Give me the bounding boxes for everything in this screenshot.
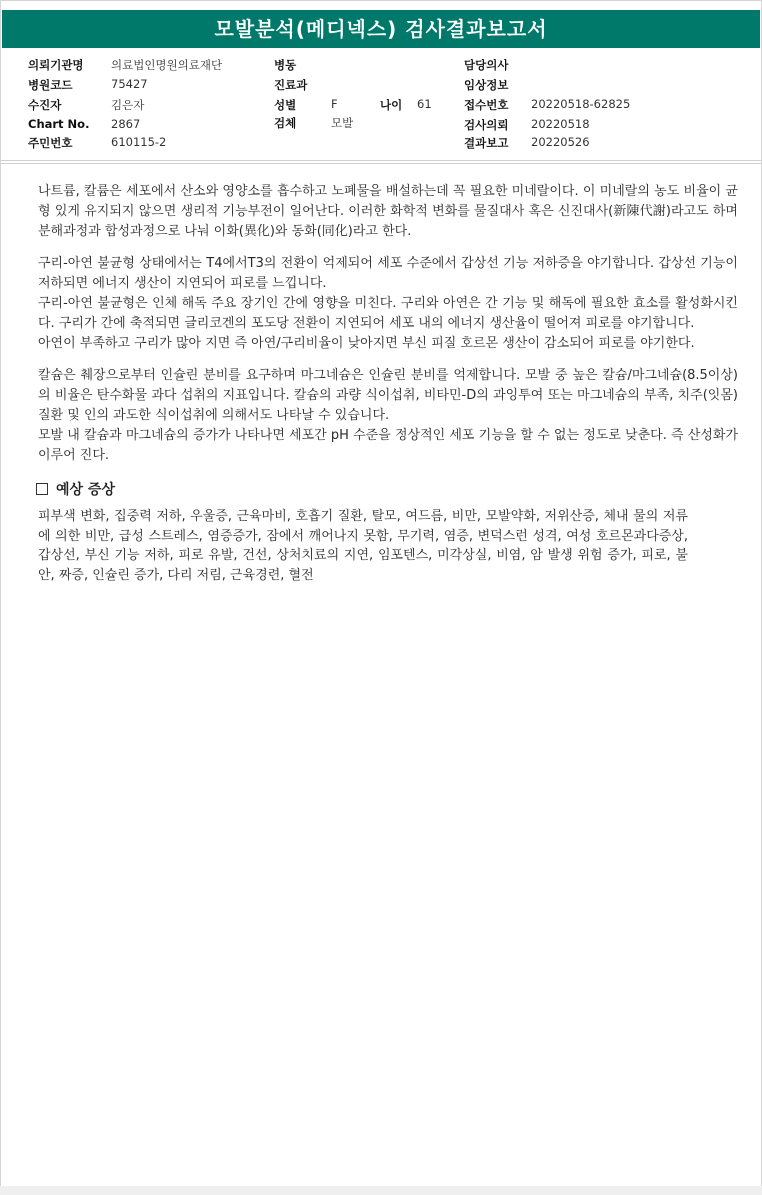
symptoms-list: 피부색 변화, 집중력 저하, 우울증, 근육마비, 호흡기 질환, 탈모, 여드름, 비만, 모발약화, 저위산증, 체내 물의 저류에 의한 비만, 급성 스트레스, 염증증가, 잠에서 깨어나지 못함, 무기력, 염증, 변덕스런 성격, 여성 호르몬과다증상, 갑상선, 부신 기능 저하, 피로 유발, 건선, 상처치료의 지연, 임포텐스, 미각상실, 비염, 암 발생 위험 증가, 피로, 불안, 짜증, 인슐린 증가, 다리 저림, 근육경련, 혈전 — [38, 509, 688, 583]
page-footer-strip — [0, 1186, 762, 1195]
paragraph-acidification: 모발 내 칼슘과 마그네슘의 증가가 나타나면 세포간 pH 수준을 정상적인 세포 기능을 할 수 없는 정도로 낮춘다. 즉 산성화가 이루어 진다. — [38, 428, 738, 463]
hospital-code-value: 75427 — [111, 77, 148, 91]
sex-label: 성별 — [274, 98, 297, 112]
clinical-info-label: 임상정보 — [464, 78, 509, 92]
institution-label: 의뢰기관명 — [28, 58, 84, 72]
paragraph-metabolism: 나트륨, 칼륨은 세포에서 산소와 영양소를 흡수하고 노폐물을 배설하는데 꼭 필요한 미네랄이다. 이 미네랄의 농도 비율이 균형 있게 유지되지 않으면 생리적 기능부전이 일어난다. 이러한 화학적 변화를 물질대사 혹은 신진대사(新陳代謝)라고도 하며 분해과정과 합성과정으로 나눠 이화(異化)와 동화(同化)라고 한다. — [38, 184, 738, 239]
ward-label: 병동 — [274, 58, 297, 72]
symptoms-heading-text: 예상 증상 — [56, 482, 115, 498]
resident-no-label: 주민번호 — [28, 136, 73, 150]
patient-value: 김은자 — [111, 98, 145, 112]
department-label: 진료과 — [274, 78, 308, 92]
result-label: 결과보고 — [464, 136, 509, 150]
report-title: 모발분석(메디넥스) 검사결과보고서 — [2, 10, 760, 48]
divider-top — [1, 160, 761, 161]
receipt-no-label: 접수번호 — [464, 98, 509, 112]
resident-no-value: 610115-2 — [111, 135, 167, 149]
request-value: 20220518 — [531, 117, 590, 131]
chart-no-value: 2867 — [111, 117, 141, 131]
paragraph-thyroid: 구리-아연 불균형 상태에서는 T4에서T3의 전환이 억제되어 세포 수준에서 갑상선 기능 저하증을 야기합니다. 갑상선 기능이 저하되면 에너지 생산이 지연되어 피로를 느낍니다. — [38, 256, 738, 291]
patient-info-block — [1, 53, 761, 157]
hospital-code-label: 병원코드 — [28, 78, 73, 92]
divider-bottom — [1, 163, 761, 164]
paragraph-adrenal: 아연이 부족하고 구리가 많아 지면 즉 아연/구리비율이 낮아지면 부신 피질 호르몬 생산이 감소되어 피로를 야기한다. — [38, 336, 695, 351]
specimen-label: 검체 — [274, 116, 297, 130]
request-label: 검사의뢰 — [464, 118, 509, 132]
age-label: 나이 — [380, 98, 403, 112]
chart-no-label: Chart No. — [28, 117, 90, 131]
age-value: 61 — [417, 97, 432, 111]
report-body — [38, 182, 738, 585]
receipt-no-value: 20220518-62825 — [531, 97, 631, 111]
paragraph-liver: 구리-아연 불균형은 인체 해독 주요 장기인 간에 영향을 미친다. 구리와 아연은 간 기능 및 해독에 필요한 효소를 활성화시킨다. 구리가 간에 축적되면 글리코겐의 포도당 전환이 지연되어 세포 내의 에너지 생산율이 떨어져 피로를 야기합니다. — [38, 296, 738, 331]
specimen-value: 모발 — [331, 116, 354, 130]
institution-value: 의료법인명원의료재단 — [111, 58, 223, 72]
checkbox-square-icon — [36, 483, 48, 495]
paragraph-calcium: 칼슘은 췌장으로부터 인슐린 분비를 요구하며 마그네슘은 인슐린 분비를 억제합니다. 모발 중 높은 칼슘/마그네슘(8.5이상)의 비율은 탄수화물 과다 섭취의 지표입니다. 칼슘의 과량 식이섭취, 비타민-D의 과잉투여 또는 마그네슘의 부족, 치주(잇몸) 질환 및 인의 과도한 식이섭취에 의해서도 나타날 수 있습니다. — [38, 368, 738, 423]
patient-label: 수진자 — [28, 98, 62, 112]
sex-value: F — [331, 97, 338, 111]
doctor-label: 담당의사 — [464, 58, 509, 72]
symptoms-heading — [36, 479, 738, 501]
result-value: 20220526 — [531, 135, 590, 149]
